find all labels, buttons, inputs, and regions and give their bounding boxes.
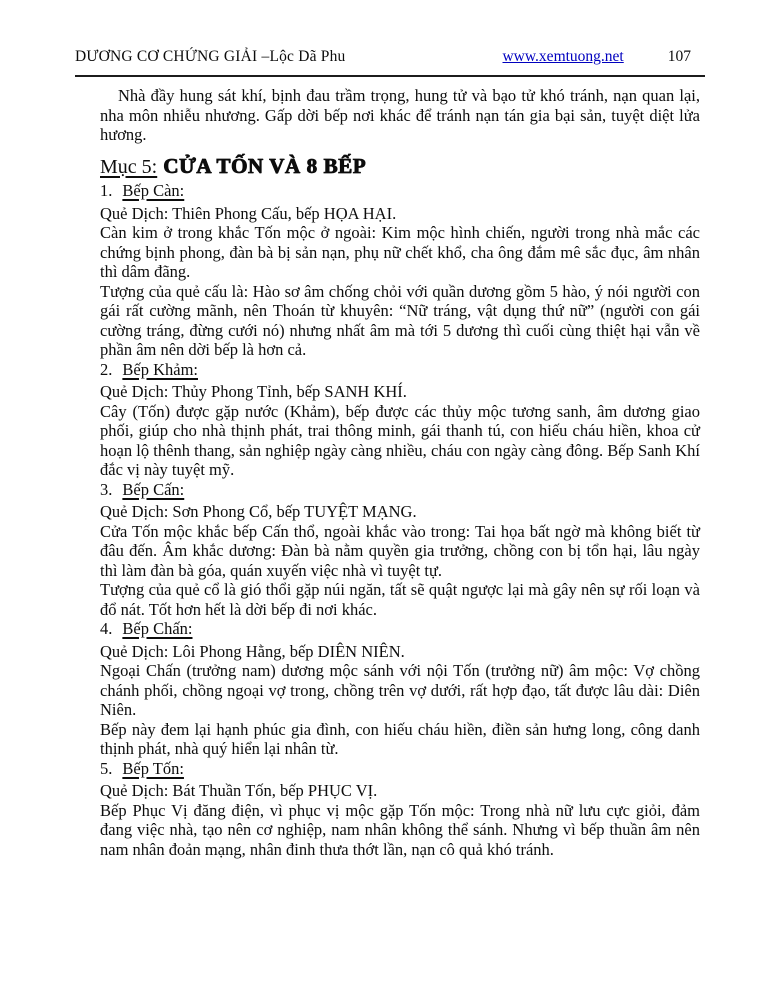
item-title: Bếp Cấn: (122, 479, 185, 499)
item-paragraph: Cây (Tốn) được gặp nước (Khảm), bếp được các thủy mộc tương sanh, âm dương giao phối, giúp cho nhà thịnh phát, trai thông minh, gái thanh tú, con hiếu cháu hiền, khoa cử hoạn lộ thênh thang, sản nghiệp ngày càng nhiều, cháu con ngày càng đông. Bếp Sanh Khí đắc vị này tuyệt mỹ. (100, 401, 700, 479)
item-paragraph: Cửa Tốn mộc khắc bếp Cấn thổ, ngoài khắc vào trong: Tai họa bất ngờ mà không biết từ đâu đến. Âm khắc dương: Đàn bà nằm quyền gia trưởng, chồng con bị tổn hại, lâu ngày thì làm đàn bà góa, quán xuyến việc nhà vì tuyệt tự. (100, 521, 700, 580)
intro-paragraph: Nhà đầy hung sát khí, bịnh đau trầm trọng, hung tử và bạo tử khó tránh, nạn quan lại, nha môn nhiễu nhương. Gấp dời bếp nơi khác để tránh nạn tán gia bại sản, tuyệt diệt lửa hương. (100, 86, 700, 144)
item-title: Bếp Chấn: (122, 619, 193, 638)
item-paragraph: Tượng của quẻ cổ là gió thổi gặp núi ngăn, tất sẽ quật ngược lại mà gây nên sự rối loạn và đổ nát. Tốt hơn hết là dời bếp đi nơi khác. (100, 580, 700, 619)
item-paragraph: Bếp Phục Vị đăng điện, vì phục vị mộc gặp Tốn mộc: Trong nhà nữ lưu cực giỏi, đảm đang việc nhà, tạo nên cơ nghiệp, nam nhân không thể sánh. Nhưng vì bếp thuần âm nên nam nhân đoản mạng, nhân đinh thưa thớt lần, nạn cô quả khó tránh. (100, 800, 700, 859)
item-paragraph: Ngoại Chấn (trưởng nam) dương mộc sánh với nội Tốn (trưởng nữ) âm mộc: Vợ chồng chánh phối, chồng ngoại vợ trong, chồng trên vợ dưới, rất hợp đạo, tất được lâu dài: Diên Niên. (100, 661, 700, 719)
item-title: Bếp Tốn: (122, 758, 184, 778)
item-number: 4. (100, 619, 113, 638)
item-5-bep-ton (100, 759, 700, 860)
item-title: Bếp Khảm: (122, 359, 198, 379)
que-dich-line: Quẻ Dịch: Thủy Phong Tỉnh, bếp SANH KHÍ. (100, 382, 407, 401)
item-heading (100, 360, 700, 380)
item-2-bep-kham (100, 360, 700, 480)
item-heading (100, 619, 700, 639)
item-paragraph: Tượng của quẻ cấu là: Hào sơ âm chống chỏi với quần dương gồm 5 hào, ý nói người con gái rất cường mãnh, nên Thoán từ khuyên: “Nữ tráng, vật dụng thứ nữ” (người con gái cường tráng, đừng cưới nó) nhưng nhất âm mà tới 5 dương thì cuối cùng thiệt hại vẫn về phần âm nên dời bếp là hơn cả. (100, 281, 700, 359)
item-4-bep-chan (100, 619, 700, 759)
item-heading (100, 181, 700, 201)
book-title: DƯƠNG CƠ CHỨNG GIẢI –Lộc Dã Phu (75, 48, 346, 65)
item-number: 5. (100, 758, 113, 778)
section-label: Mục 5: (100, 155, 158, 178)
item-paragraph: Càn kim ở trong khắc Tốn mộc ở ngoài: Kim mộc hình chiến, người trong nhà mắc các chứng bịnh phong, đàn bà bị sản nạn, phụ nữ chết khổ, cha ông đắm mê sắc đục, âm nhân thì dâm đãng. (100, 223, 700, 281)
header-divider (75, 75, 705, 77)
page-content (100, 86, 700, 859)
page-number: 107 (667, 48, 691, 65)
que-dich-line: Quẻ Dịch: Thiên Phong Cấu, bếp HỌA HẠI. (100, 203, 397, 223)
item-3-bep-can (100, 480, 700, 620)
section-title: CỬA TỐN VÀ 8 BẾP (163, 153, 367, 178)
item-heading (100, 759, 700, 779)
section-heading (100, 153, 700, 178)
item-paragraph: Bếp này đem lại hạnh phúc gia đình, con hiếu cháu hiền, điền sản hưng long, công danh thịnh phát, nhà quý hiển lại nhân từ. (100, 719, 700, 758)
item-title: Bếp Càn: (122, 181, 185, 200)
item-heading (100, 480, 700, 500)
page-header (75, 47, 705, 66)
que-dich-line: Quẻ Dịch: Sơn Phong Cổ, bếp TUYỆT MẠNG. (100, 502, 417, 521)
website-link[interactable]: www.xemtuong.net (502, 48, 624, 65)
que-dich-line: Quẻ Dịch: Bát Thuần Tốn, bếp PHỤC VỊ. (100, 781, 378, 800)
item-1-bep-can (100, 181, 700, 360)
item-number: 3. (100, 479, 113, 499)
item-number: 1. (100, 181, 113, 200)
que-dich-line: Quẻ Dịch: Lôi Phong Hằng, bếp DIÊN NIÊN. (100, 641, 405, 661)
item-number: 2. (100, 359, 113, 379)
